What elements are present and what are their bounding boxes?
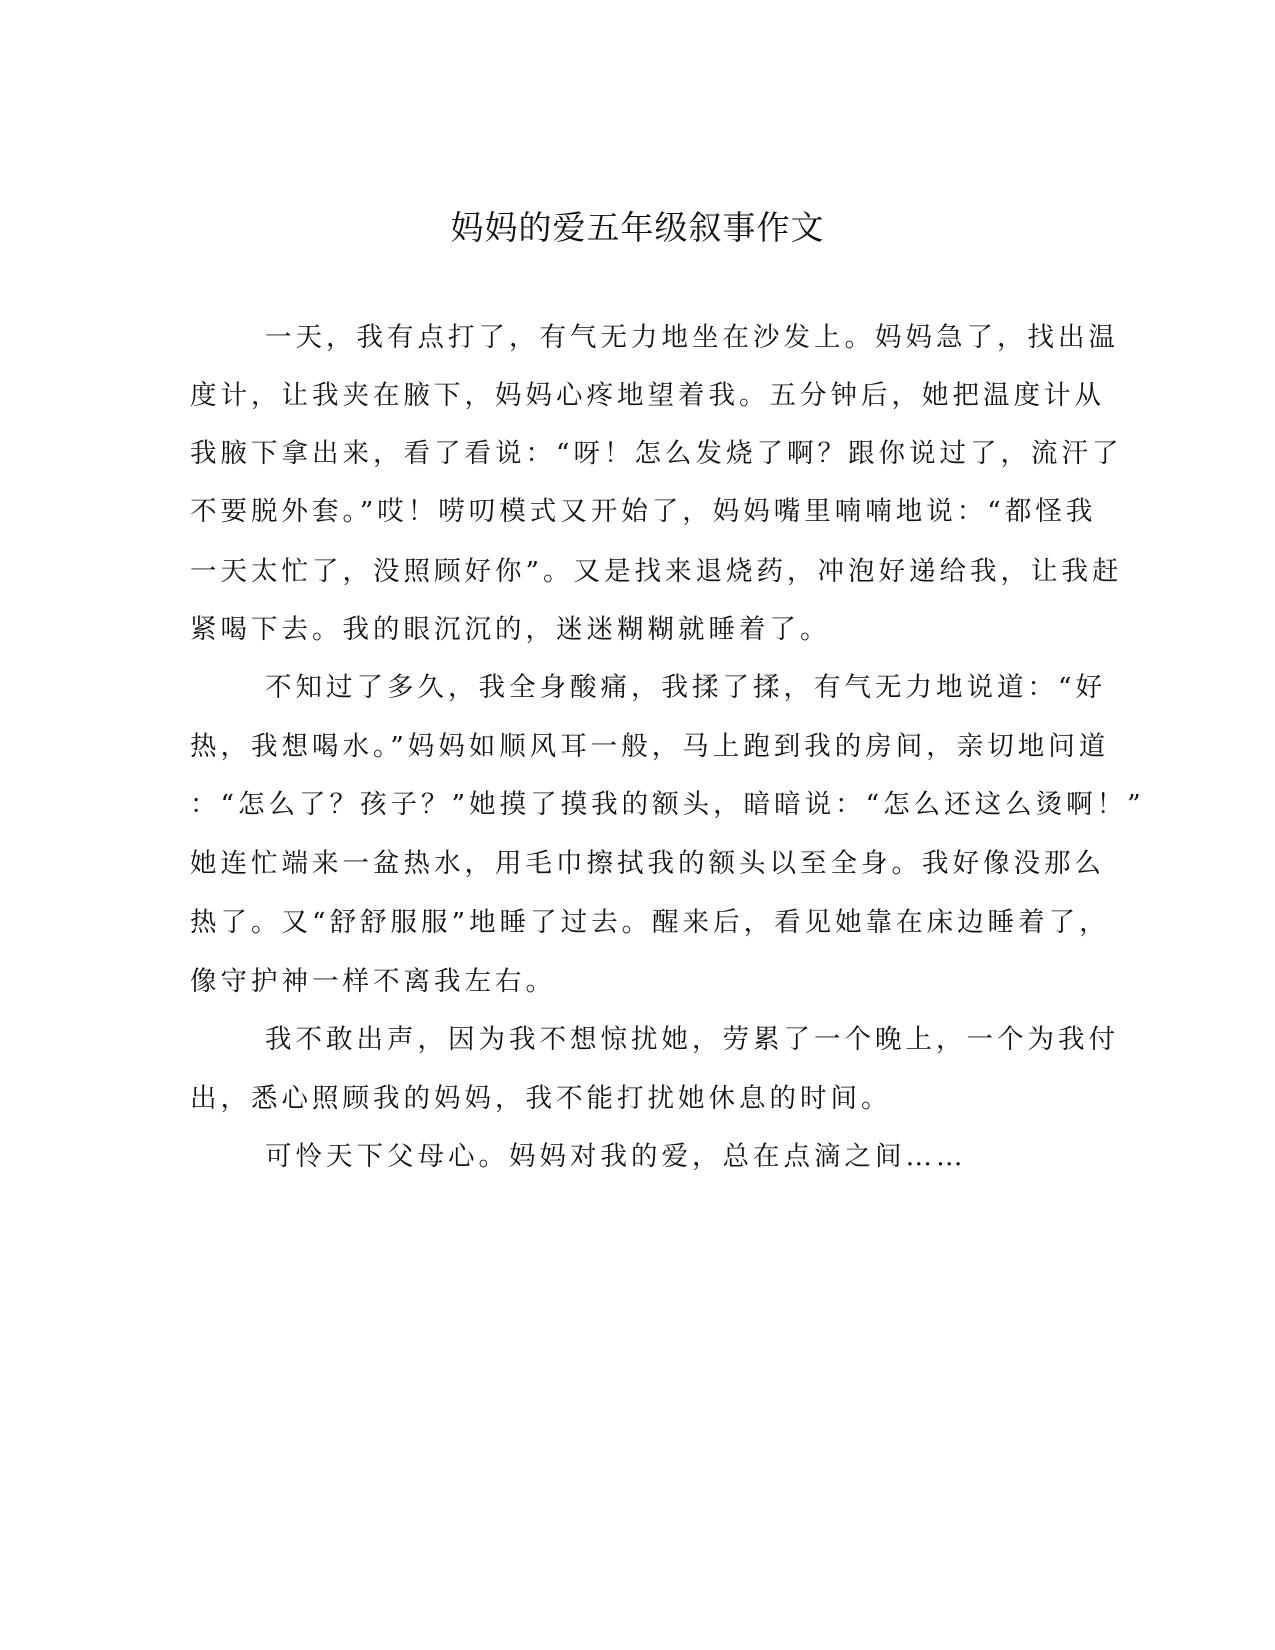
text-line: 可怜天下父母心。妈妈对我的爱，总在点滴之间……	[265, 1141, 967, 1172]
text-line: 一天，我有点打了，有气无力地坐在沙发上。妈妈急了，找出温	[265, 322, 1119, 353]
text-line: 热了。又“舒舒服服”地睡了过去。醒来后，看见她靠在床边睡着了，	[190, 907, 1110, 938]
text-line: 我腋下拿出来，看了看说：“呀！怎么发烧了啊？跟你说过了，流汗了	[190, 438, 1123, 469]
text-line: 一天太忙了，没照顾好你”。又是找来退烧药，冲泡好递给我，让我赶	[190, 556, 1123, 587]
text-line: 不知过了多久，我全身酸痛，我揉了揉，有气无力地说道：“好	[265, 672, 1107, 703]
text-line: 度计，让我夹在腋下，妈妈心疼地望着我。五分钟后，她把温度计从	[190, 380, 1105, 411]
text-line: ：“怎么了？孩子？”她摸了摸我的额头，暗暗说：“怎么还这么烫啊！”	[190, 789, 1145, 820]
text-line: 出，悉心照顾我的妈妈，我不能打扰她休息的时间。	[190, 1083, 892, 1114]
text-line: 像守护神一样不离我左右。	[190, 966, 556, 997]
text-line: 我不敢出声，因为我不想惊扰她，劳累了一个晚上，一个为我付	[265, 1024, 1119, 1055]
text-line: 不要脱外套。”哎！唠叨模式又开始了，妈妈嘴里喃喃地说：“都怪我	[190, 496, 1097, 527]
text-line: 她连忙端来一盆热水，用毛巾擦拭我的额头以至全身。我好像没那么	[190, 848, 1105, 879]
text-line: 紧喝下去。我的眼沉沉的，迷迷糊糊就睡着了。	[190, 614, 831, 645]
text-line: 热，我想喝水。”妈妈如顺风耳一般，马上跑到我的房间，亲切地问道	[190, 731, 1110, 762]
document-title: 妈妈的爱五年级叙事作文	[450, 208, 825, 247]
